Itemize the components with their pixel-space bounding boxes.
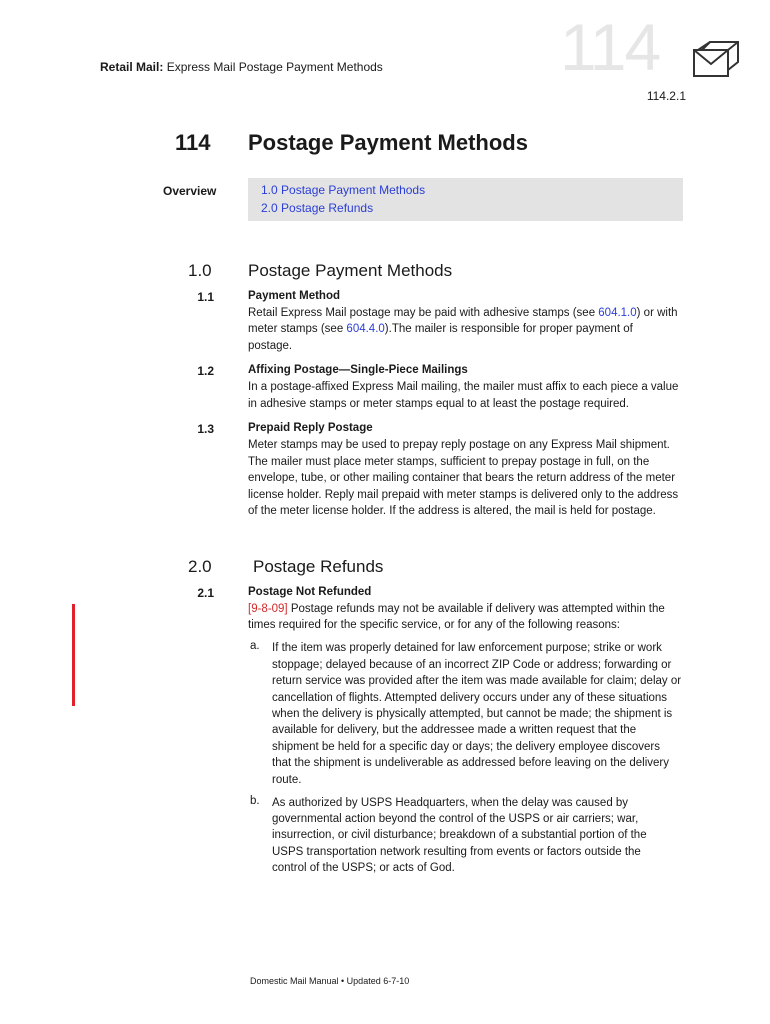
subsection-title: Prepaid Reply Postage (248, 422, 373, 434)
body-line: times required for the specific service, or for any of the following reasons: (248, 619, 621, 631)
list-item-line: route. (272, 774, 302, 786)
section-number: 2.0 (188, 557, 212, 576)
body-line: meter stamps (see 604.4.0).The mailer is responsible for proper payment of (248, 323, 633, 335)
list-item-line: governmental action beyond the control of the USPS or air carriers; war, (272, 813, 639, 825)
overview-label: Overview (163, 184, 217, 198)
body-line: Meter stamps may be used to prepay reply postage on any Express Mail shipment. (248, 439, 670, 451)
list-item-letter: a. (250, 640, 260, 652)
list-item-line: return service was provided after the item was made available for claim; delay or (272, 675, 682, 687)
subsection-number: 1.3 (197, 422, 214, 436)
list-item-line: USPS transportation network resulting from events or factors outside the (272, 846, 641, 858)
revision-tag: [9-8-09] (248, 603, 288, 615)
list-item-line: control of the USPS; or acts of God. (272, 862, 455, 874)
reference-link[interactable]: 604.1.0 (598, 307, 637, 319)
body-line: in adhesive stamps or meter stamps equal to at least the postage required. (248, 398, 629, 410)
section-number: 1.0 (188, 261, 212, 280)
overview-link-1[interactable]: 1.0 Postage Payment Methods (261, 183, 426, 197)
chapter-watermark: 114 (560, 10, 660, 84)
section-title: Postage Payment Methods (248, 261, 453, 280)
body-line: In a postage-affixed Express Mail mailing, the mailer must affix to each piece a value (248, 381, 679, 393)
body-line: of the meter license holder. If the address is altered, the mail is held for postage. (248, 505, 656, 517)
subsection-number: 1.1 (197, 290, 214, 304)
body-line: The mailer must place meter stamps, sufficient to prepay postage in full, on the (248, 456, 650, 468)
reference-link[interactable]: 604.4.0 (346, 323, 385, 335)
overview-link-2[interactable]: 2.0 Postage Refunds (261, 201, 374, 215)
body-line: license holder. Reply mail prepaid with meter stamps is delivered only to the address (248, 489, 679, 501)
section-reference: 114.2.1 (646, 89, 686, 103)
running-head-bold: Retail Mail: (100, 60, 164, 74)
list-item-line: that the shipment is undeliverable as addressed before leaving on the delivery (272, 757, 669, 769)
body-line: postage. (248, 340, 293, 352)
subsection-title: Affixing Postage—Single-Piece Mailings (248, 364, 468, 376)
list-item-line: stoppage; delayed because of an incorrect ZIP Code or address; forwarding or (272, 659, 672, 671)
running-head-rest: Express Mail Postage Payment Methods (163, 60, 383, 74)
list-item-line: cancellation of flights. Attempted delivery occurs under any of these situations (272, 692, 668, 704)
subsection-title: Payment Method (248, 290, 341, 302)
chapter-number: 114 (175, 130, 211, 155)
revision-bar (72, 604, 75, 706)
envelope-package-icon (692, 40, 740, 80)
body-line: Retail Express Mail postage may be paid with adhesive stamps (see 604.1.0) or with (248, 307, 678, 319)
subsection-number: 1.2 (197, 364, 214, 378)
list-item-line: insurrection, or civil disturbance; breakdown of a substantial portion of the (272, 829, 647, 841)
list-item-letter: b. (250, 795, 260, 807)
overview-box (248, 178, 683, 221)
list-item-line: available for delivery, but the addressee made a written request that the (272, 724, 637, 736)
body-line: envelope, tube, or other mailing container that bears the return address of the meter (248, 472, 676, 484)
body-line: [9-8-09] Postage refunds may not be available if delivery was attempted within the (248, 603, 665, 615)
list-item-line: shipment be held for a specific day or days; the delivery employee discovers (272, 741, 661, 753)
chapter-title: Postage Payment Methods (248, 130, 528, 155)
section-title: Postage Refunds (253, 557, 384, 576)
running-head (100, 60, 383, 74)
subsection-title: Postage Not Refunded (248, 586, 372, 598)
subsection-number: 2.1 (197, 586, 214, 600)
list-item-line: As authorized by USPS Headquarters, when the delay was caused by (272, 797, 629, 809)
list-item-line: If the item was properly detained for law enforcement purpose; strike or work (272, 642, 662, 654)
list-item-line: when the delivery is physically attempted, but cannot be made; the shipment is (272, 708, 673, 720)
page-footer: Domestic Mail Manual • Updated 6-7-10 (250, 976, 410, 986)
